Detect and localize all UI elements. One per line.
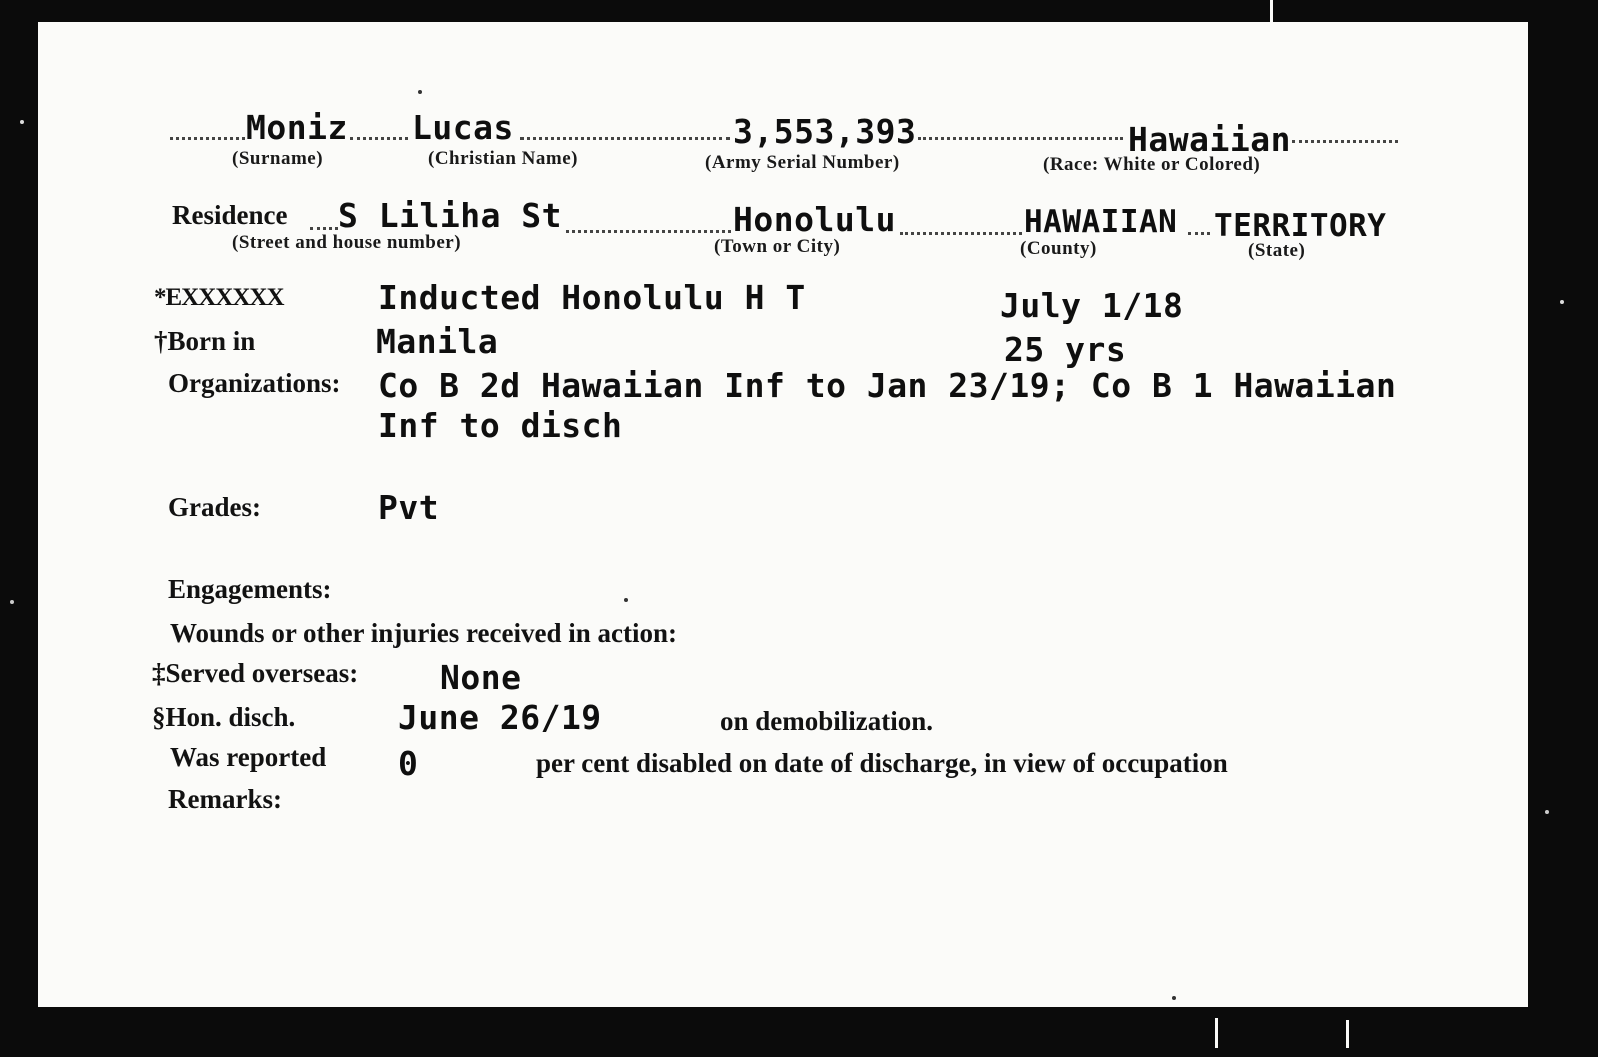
disability-suffix: per cent disabled on date of discharge, in view of occupation [536, 748, 1228, 778]
honorable-discharge-label: §Hon. disch. [152, 702, 296, 732]
engagements-label: Engagements: [168, 574, 332, 604]
caption-state: (State) [1248, 240, 1306, 261]
caption-serial-number: (Army Serial Number) [705, 152, 900, 173]
grades-label: Grades: [168, 492, 261, 522]
residence-county-value: HAWAIIAN [1024, 204, 1178, 240]
discharge-suffix: on demobilization. [720, 706, 934, 736]
residence-state-value: TERRITORY [1214, 208, 1387, 244]
dotted-rule [520, 137, 730, 140]
age-value: 25 yrs [1004, 330, 1127, 369]
caption-street: (Street and house number) [232, 232, 462, 253]
christian-name-value: Lucas [412, 108, 514, 147]
scan-speck [1560, 300, 1564, 304]
grades-value: Pvt [378, 488, 440, 527]
wounds-label: Wounds or other injuries received in action: [170, 618, 678, 648]
enlisted-label: *EXXXXXX [154, 284, 284, 311]
residence-town-value: Honolulu [733, 200, 896, 239]
dotted-rule [900, 232, 1022, 235]
residence-street-value: S Liliha St [338, 196, 563, 235]
scan-speck [20, 120, 24, 124]
scan-speck [418, 90, 422, 94]
dotted-rule [170, 137, 245, 140]
dotted-rule [1188, 232, 1210, 235]
dotted-rule [1292, 140, 1398, 143]
residence-label: Residence [172, 200, 288, 230]
scan-speck [1172, 996, 1176, 1000]
enlisted-date: July 1/18 [1000, 286, 1184, 325]
organizations-label: Organizations: [168, 368, 341, 398]
scan-streak [1215, 1018, 1218, 1048]
dotted-rule [350, 137, 408, 140]
scan-speck [624, 598, 628, 602]
served-overseas-value: None [440, 658, 522, 697]
serial-number-value: 3,553,393 [733, 112, 917, 151]
caption-county: (County) [1020, 238, 1097, 259]
scan-streak [1270, 0, 1273, 22]
scan-speck [10, 600, 14, 604]
dotted-rule [310, 227, 338, 230]
served-overseas-label: ‡Served overseas: [152, 658, 359, 688]
caption-christian-name: (Christian Name) [428, 148, 578, 169]
caption-race: (Race: White or Colored) [1043, 154, 1261, 175]
caption-surname: (Surname) [232, 148, 324, 169]
born-value: Manila [376, 322, 499, 361]
organizations-line-2: Inf to disch [378, 406, 623, 445]
dotted-rule [566, 230, 731, 233]
organizations-line-1: Co B 2d Hawaiian Inf to Jan 23/19; Co B 1 Hawaiian [378, 366, 1397, 405]
surname-value: Moniz [246, 108, 348, 147]
discharge-date: June 26/19 [398, 698, 602, 737]
was-reported-label: Was reported [170, 742, 327, 772]
born-label: †Born in [154, 326, 256, 356]
dotted-rule [918, 137, 1123, 140]
service-record-card [38, 22, 1528, 1007]
caption-town: (Town or City) [714, 236, 841, 257]
disability-percent: 0 [398, 744, 419, 783]
enlisted-value: Inducted Honolulu H T [378, 278, 806, 317]
remarks-label: Remarks: [168, 784, 282, 814]
race-value: Hawaiian [1128, 120, 1291, 159]
scan-speck [1545, 810, 1549, 814]
scan-streak [1346, 1020, 1349, 1048]
